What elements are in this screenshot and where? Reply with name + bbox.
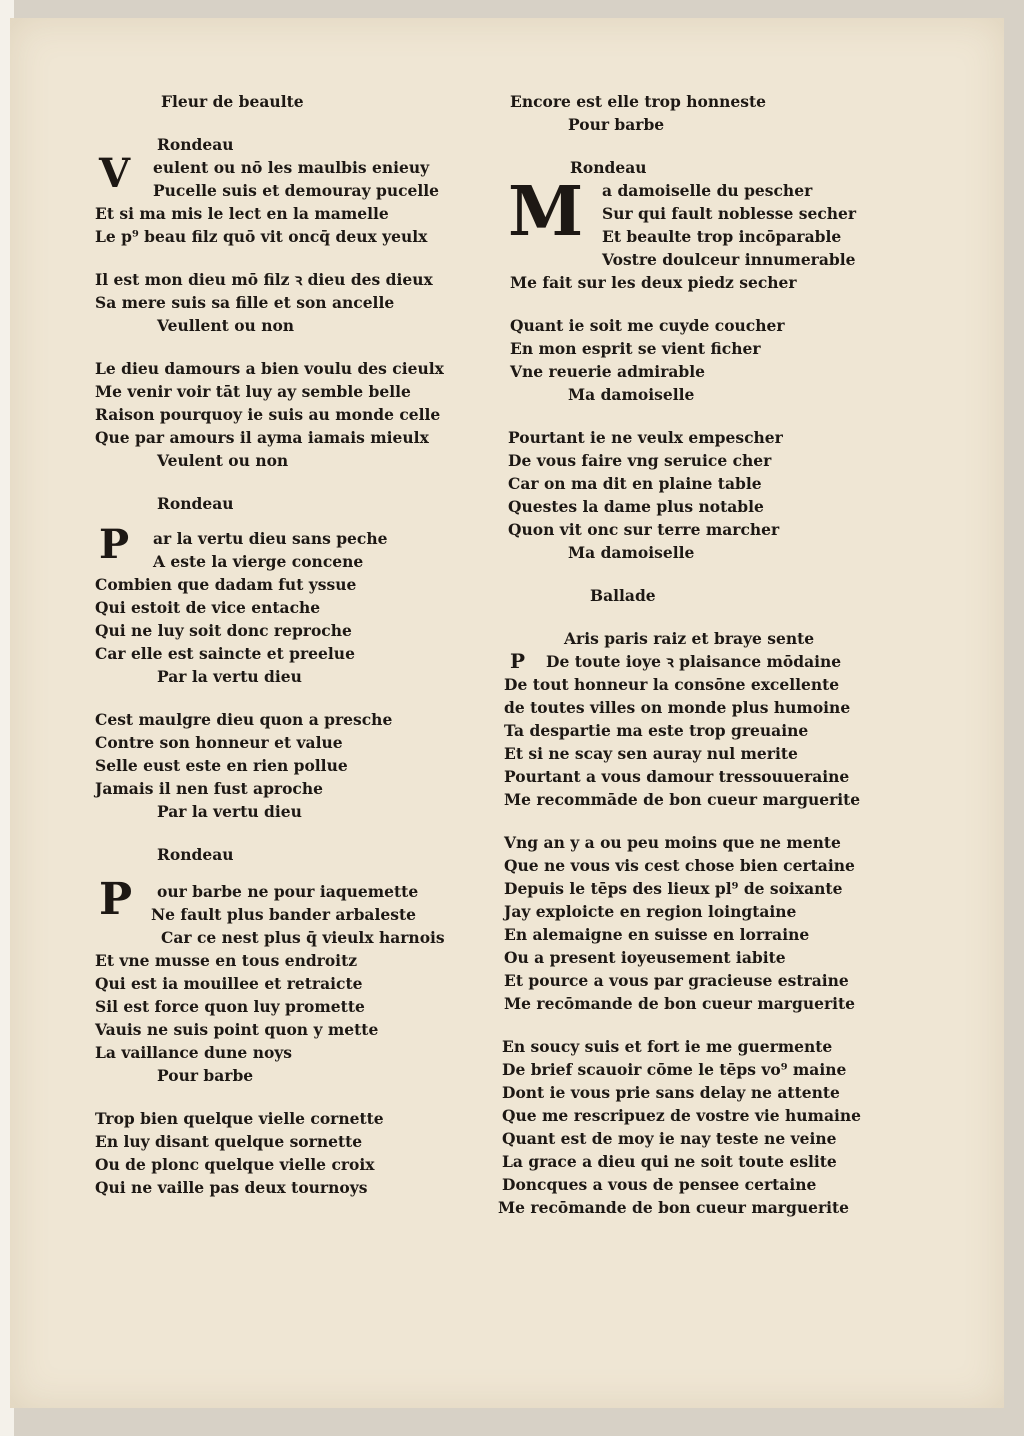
- verse-line: En soucy suis et fort ie me guermente: [502, 1037, 833, 1056]
- verse-line: Dont ie vous prie sans delay ne attente: [502, 1083, 840, 1102]
- verse-line: De tout honneur la consōne excellente: [504, 675, 840, 694]
- verse-line: Vauis ne suis point quon y mette: [95, 1020, 379, 1039]
- verse-line: Quant est de moy ie nay teste ne veine: [502, 1129, 837, 1148]
- verse-line: Selle eust este en rien pollue: [95, 756, 348, 775]
- verse-line: Que ne vous vis cest chose bien certaine: [504, 856, 855, 875]
- verse-line: Sur qui fault noblesse secher: [602, 204, 857, 223]
- verse-line: Car on ma dit en plaine table: [508, 474, 762, 493]
- verse-line: Et beaulte trop incōparable: [602, 227, 842, 246]
- rondeau-heading: Rondeau: [157, 135, 234, 154]
- verse-line: Le dieu damours a bien voulu des cieulx: [95, 359, 444, 378]
- verse-line: Me recōmande de bon cueur marguerite: [498, 1198, 850, 1217]
- verse-line: Et si ne scay sen auray nul merite: [504, 744, 798, 763]
- verse-line: Sil est force quon luy promette: [95, 997, 365, 1016]
- verse-line: Cest maulgre dieu quon a presche: [95, 710, 393, 729]
- rondeau-heading: Rondeau: [570, 158, 647, 177]
- verse-line: Vne reuerie admirable: [510, 362, 705, 381]
- verse-line: Il est mon dieu mō filz ꝛ dieu des dieux: [95, 270, 433, 289]
- drop-initial: P: [510, 649, 526, 673]
- verse-line: La grace a dieu qui ne soit toute eslite: [502, 1152, 837, 1171]
- verse-line: Me recommāde de bon cueur marguerite: [504, 790, 861, 809]
- verse-line: Que par amours il ayma iamais mieulx: [95, 428, 429, 447]
- rondeau-heading: Rondeau: [157, 845, 234, 864]
- refrain-line: Veullent ou non: [157, 316, 295, 335]
- verse-line: En mon esprit se vient ficher: [510, 339, 761, 358]
- verse-line: Quon vit onc sur terre marcher: [508, 520, 780, 539]
- verse-line: Pucelle suis et demouray pucelle: [153, 181, 440, 200]
- verse-line: Qui estoit de vice entache: [95, 598, 321, 617]
- refrain-line: Pour barbe: [568, 115, 665, 134]
- verse-line: Pourtant ie ne veulx empescher: [508, 428, 783, 447]
- drop-initial: M: [508, 172, 584, 252]
- refrain-line: Par la vertu dieu: [157, 802, 302, 821]
- verse-line: Me venir voir tāt luy ay semble belle: [95, 382, 411, 401]
- rondeau-heading: Rondeau: [157, 494, 234, 513]
- verse-line: Et si ma mis le lect en la mamelle: [95, 204, 389, 223]
- verse-line: Encore est elle trop honneste: [510, 92, 766, 111]
- refrain-line: Pour barbe: [157, 1066, 254, 1085]
- verse-line: Depuis le tēps des lieux pl⁹ de soixante: [504, 879, 843, 898]
- drop-initial: P: [99, 874, 133, 925]
- verse-line: Raison pourquoy ie suis au monde celle: [95, 405, 441, 424]
- verse-line: En alemaigne en suisse en lorraine: [504, 925, 810, 944]
- refrain-line: Ma damoiselle: [568, 543, 695, 562]
- rondeau-1-opening: [95, 150, 475, 248]
- verse-line: Vostre doulceur innumerable: [602, 250, 856, 269]
- verse-line: Car ce nest plus q̄ vieulx harnois: [161, 928, 445, 947]
- verse-line: En luy disant quelque sornette: [95, 1132, 363, 1151]
- verse-line: Aris paris raiz et braye sente: [564, 629, 815, 648]
- verse-line: Ne fault plus bander arbaleste: [151, 905, 416, 924]
- verse-line: Combien que dadam fut yssue: [95, 575, 357, 594]
- verse-line: Trop bien quelque vielle cornette: [95, 1109, 384, 1128]
- ballade-heading: Ballade: [590, 586, 656, 605]
- section-title: Fleur de beaulte: [161, 92, 304, 111]
- verse-line: Ta despartie ma este trop greuaine: [504, 721, 809, 740]
- verse-line: Et vne musse en tous endroitz: [95, 951, 358, 970]
- verse-line: Jamais il nen fust aproche: [95, 779, 323, 798]
- verse-line: De vous faire vng seruice cher: [508, 451, 772, 470]
- right-column: [498, 90, 862, 1219]
- verse-line: Le p⁹ beau filz quō vit oncq̄ deux yeulx: [95, 227, 428, 246]
- verse-line: Vng an y a ou peu moins que ne mente: [504, 833, 841, 852]
- verse-line: Jay exploicte en region loingtaine: [504, 902, 797, 921]
- verse-line: Car elle est saincte et preelue: [95, 644, 355, 663]
- verse-line: eulent ou nō les maulbis enieuy: [153, 158, 430, 177]
- verse-line: Questes la dame plus notable: [508, 497, 764, 516]
- verse-line: La vaillance dune noys: [95, 1043, 293, 1062]
- refrain-line: Par la vertu dieu: [157, 667, 302, 686]
- refrain-line: Ma damoiselle: [568, 385, 695, 404]
- drop-initial: V: [99, 150, 131, 197]
- verse-line: Que me rescripuez de vostre vie humaine: [502, 1106, 862, 1125]
- verse-line: Pourtant a vous damour tressouueraine: [504, 767, 850, 786]
- verse-line: de toutes villes on monde plus humoine: [504, 698, 851, 717]
- verse-line: Sa mere suis sa fille et son ancelle: [95, 293, 395, 312]
- left-column: [95, 90, 475, 1199]
- verse-line: a damoiselle du pescher: [602, 181, 813, 200]
- verse-line: De toute ioye ꝛ plaisance mōdaine: [546, 652, 842, 671]
- verse-line: ar la vertu dieu sans peche: [153, 529, 388, 548]
- drop-initial: P: [99, 521, 130, 568]
- verse-line: Quant ie soit me cuyde coucher: [510, 316, 785, 335]
- verse-line: Qui est ia mouillee et retraicte: [95, 974, 363, 993]
- verse-line: Contre son honneur et value: [95, 733, 343, 752]
- verse-line: Qui ne luy soit donc reproche: [95, 621, 352, 640]
- verse-line: Me fait sur les deux piedz secher: [510, 273, 797, 292]
- refrain-line: Veulent ou non: [157, 451, 289, 470]
- verse-line: Qui ne vaille pas deux tournoys: [95, 1178, 368, 1197]
- verse-line: A este la vierge concene: [153, 552, 364, 571]
- verse-line: Ou de plonc quelque vielle croix: [95, 1155, 375, 1174]
- verse-line: Doncques a vous de pensee certaine: [502, 1175, 817, 1194]
- verse-line: Ou a present ioyeusement iabite: [504, 948, 786, 967]
- verse-line: Et pource a vous par gracieuse estraine: [504, 971, 849, 990]
- verse-line: De brief scauoir cōme le tēps vo⁹ maine: [502, 1060, 847, 1079]
- verse-line: Me recōmande de bon cueur marguerite: [504, 994, 856, 1013]
- verse-line: our barbe ne pour iaquemette: [157, 882, 419, 901]
